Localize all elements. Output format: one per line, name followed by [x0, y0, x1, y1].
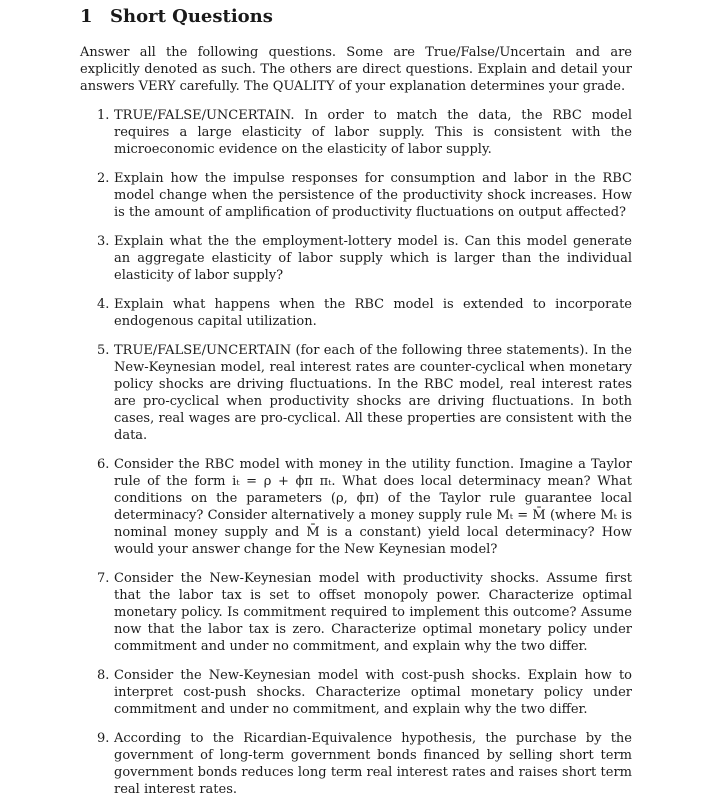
- question-text: Consider the New-Keynesian model with productivity shocks. Assume first that the labor tax is set to offset monopoly power. Characterize optimal monetary policy. Is commitment required to implement this outcome? Assume now that the labor tax is zero. Characterize optimal monetary policy under commitment and under no commitment, and explain why the two differ.: [114, 571, 632, 654]
- question-item: [80, 233, 632, 284]
- question-number: 2.: [97, 171, 110, 186]
- instructions-paragraph: Answer all the following questions. Some are True/False/Uncertain and are explicitly denoted as such. The others are direct questions. Explain and detail your answers VERY carefully. The QUALITY of your explanation determines your grade.: [80, 45, 632, 94]
- document-page: [80, 0, 632, 798]
- question-item: [80, 456, 632, 558]
- section-number: 1: [80, 6, 93, 27]
- question-number: 5.: [97, 343, 110, 358]
- question-item: [80, 667, 632, 718]
- section-heading: [80, 4, 632, 32]
- question-number: 3.: [97, 234, 110, 249]
- question-number: 9.: [97, 731, 110, 746]
- question-text: Explain what happens when the RBC model is extended to incorporate endogenous capital utilization.: [114, 297, 632, 329]
- question-number: 7.: [97, 571, 110, 586]
- question-item: [80, 107, 632, 158]
- question-number: 1.: [97, 108, 110, 123]
- section-title: Short Questions: [110, 6, 273, 27]
- question-number: 6.: [97, 457, 110, 472]
- question-item: [80, 730, 632, 798]
- question-text: TRUE/FALSE/UNCERTAIN. In order to match the data, the RBC model requires a large elasticity of labor supply. This is consistent with the microeconomic evidence on the elasticity of labor supply.: [114, 108, 632, 157]
- question-text: Consider the New-Keynesian model with cost-push shocks. Explain how to interpret cost-push shocks. Characterize optimal monetary policy under commitment and under no commitment, and explain why the two differ.: [114, 668, 632, 717]
- question-item: [80, 570, 632, 655]
- question-number: 8.: [97, 668, 110, 683]
- question-item: [80, 296, 632, 330]
- question-text: Explain how the impulse responses for consumption and labor in the RBC model change when the persistence of the productivity shock increases. How is the amount of amplification of productivity fluctuations on output affected?: [114, 171, 632, 220]
- question-number: 4.: [97, 297, 110, 312]
- question-text: Explain what the the employment-lottery model is. Can this model generate an aggregate elasticity of labor supply which is larger than the individual elasticity of labor supply?: [114, 234, 632, 283]
- question-text: Consider the RBC model with money in the utility function. Imagine a Taylor rule of the form iₜ = ρ + ϕπ πₜ. What does local determinacy mean? What conditions on the parameters (ρ, ϕπ) of the Taylor rule guarantee local determinacy? Consider alternatively a money supply rule Mₜ = M̄ (where Mₜ is nominal money supply and M̄ is a constant) yield local determinacy? How would your answer change for the New Keynesian model?: [114, 457, 632, 557]
- question-text: TRUE/FALSE/UNCERTAIN (for each of the following three statements). In the New-Keynesian model, real interest rates are counter-cyclical when monetary policy shocks are driving fluctuations. In the RBC model, real interest rates are pro-cyclical when productivity shocks are driving fluctuations. In both cases, real wages are pro-cyclical. All these properties are consistent with the data.: [114, 343, 632, 443]
- question-item: [80, 170, 632, 221]
- question-text: According to the Ricardian-Equivalence hypothesis, the purchase by the government of long-term government bonds financed by selling short term government bonds reduces long term real interest rates and raises short term real interest rates.: [114, 731, 632, 797]
- question-list: [80, 107, 632, 798]
- question-item: [80, 342, 632, 444]
